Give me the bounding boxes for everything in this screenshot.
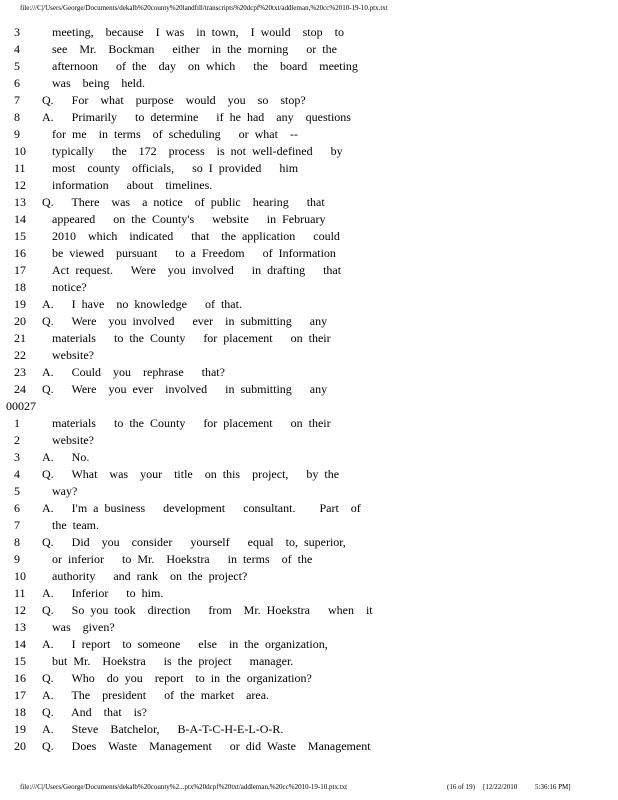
line-text: 2010 which indicated that the application could [52, 229, 340, 243]
line-number: 11 [14, 161, 26, 175]
line-number: 20 [14, 739, 26, 753]
line-text: appeared on the County's website in February [52, 212, 326, 226]
line-number: 8 [14, 535, 20, 549]
line-text: information about timelines. [52, 178, 213, 192]
transcript-line [0, 466, 618, 483]
line-number: 12 [14, 178, 26, 192]
line-number: 7 [14, 518, 20, 532]
line-text: Q. And that is? [42, 705, 147, 719]
line-text: A. No. [42, 450, 90, 464]
transcript-line [0, 41, 618, 58]
line-number: 3 [14, 25, 20, 39]
line-number: 16 [14, 246, 26, 260]
transcript-line [0, 126, 618, 143]
line-number: 7 [14, 93, 20, 107]
transcript-line [0, 619, 618, 636]
line-text: website? [52, 348, 94, 362]
line-number: 5 [14, 59, 20, 73]
transcript-line [0, 194, 618, 211]
line-text: for me in terms of scheduling or what -- [52, 127, 298, 141]
transcript-line [0, 381, 618, 398]
line-number: 16 [14, 671, 26, 685]
line-number: 4 [14, 42, 20, 56]
line-number: 1 [14, 416, 20, 430]
line-number: 21 [14, 331, 26, 345]
line-text: way? [52, 484, 78, 498]
line-number: 9 [14, 127, 20, 141]
line-text: notice? [52, 280, 87, 294]
line-number: 10 [14, 569, 26, 583]
line-number: 13 [14, 620, 26, 634]
transcript-line [0, 313, 618, 330]
line-text: Q. Were you ever involved in submitting any [42, 382, 328, 396]
line-number: 14 [14, 637, 26, 651]
line-text: Q. For what purpose would you so stop? [42, 93, 306, 107]
transcript-line [0, 75, 618, 92]
transcript-line [0, 517, 618, 534]
line-text: A. Inferior to him. [42, 586, 164, 600]
line-text: A. I report to someone else in the organization, [42, 637, 328, 651]
line-number: 4 [14, 467, 20, 481]
line-number: 15 [14, 654, 26, 668]
transcript-line [0, 262, 618, 279]
line-text: afternoon of the day on which the board meeting [52, 59, 358, 73]
line-number: 10 [14, 144, 26, 158]
line-number: 20 [14, 314, 26, 328]
transcript-line [0, 602, 618, 619]
line-number: 24 [14, 382, 26, 396]
line-number: 22 [14, 348, 26, 362]
footer-time: 5:36:16 PM] [535, 783, 571, 791]
line-text: A. I have no knowledge of that. [42, 297, 242, 311]
line-text: Q. Were you involved ever in submitting any [42, 314, 328, 328]
transcript-line [0, 449, 618, 466]
footer-date: [12/22/2010 [483, 783, 518, 791]
transcript-line [0, 534, 618, 551]
line-text: authority and rank on the project? [52, 569, 248, 583]
line-text: Q. Does Waste Management or did Waste Management [42, 739, 371, 753]
line-text: Q. Did you consider yourself equal to, superior, [42, 535, 346, 549]
line-text: be viewed pursuant to a Freedom of Information [52, 246, 336, 260]
transcript-line [0, 279, 618, 296]
transcript-line [0, 500, 618, 517]
transcript-line [0, 704, 618, 721]
line-text: Q. What was your title on this project, by the [42, 467, 340, 481]
line-text: was given? [52, 620, 115, 634]
line-number: 19 [14, 297, 26, 311]
header-file-path: file:///C|/Users/George/Documents/dekalb%20county%20landfill/transcripts%20dcpf%20txt/addleman,%20cc%2010-19-10.ptx.txt [20, 4, 388, 12]
transcript-line [0, 568, 618, 585]
line-number: 15 [14, 229, 26, 243]
line-text: was being held. [52, 76, 145, 90]
transcript-line [0, 177, 618, 194]
footer-page-count: (16 of 19) [447, 783, 475, 791]
line-number: 6 [14, 76, 20, 90]
line-text: or inferior to Mr. Hoekstra in terms of the [52, 552, 313, 566]
line-number: 17 [14, 263, 26, 277]
line-text: materials to the County for placement on their [52, 331, 331, 345]
line-text: meeting, because I was in town, I would stop to [52, 25, 344, 39]
line-number: 23 [14, 365, 26, 379]
line-text: A. Could you rephrase that? [42, 365, 225, 379]
transcript-line [0, 160, 618, 177]
transcript-line [0, 109, 618, 126]
line-text: website? [52, 433, 94, 447]
transcript-line [0, 228, 618, 245]
transcript-line [0, 24, 618, 41]
line-number: 12 [14, 603, 26, 617]
line-text: A. The president of the market area. [42, 688, 270, 702]
line-text: see Mr. Bockman either in the morning or the [52, 42, 337, 56]
line-number: 8 [14, 110, 20, 124]
transcript-line [0, 92, 618, 109]
line-text: Q. There was a notice of public hearing that [42, 195, 325, 209]
line-text: most county officials, so I provided him [52, 161, 299, 175]
transcript-line [0, 245, 618, 262]
transcript-line [0, 143, 618, 160]
transcript-line [0, 58, 618, 75]
line-text: typically the 172 process is not well-defined by [52, 144, 343, 158]
line-number: 3 [14, 450, 20, 464]
transcript-line [0, 687, 618, 704]
footer-file-path: file:///C|/Users/George/Documents/dekalb%20county%2...ptx%20dcpf%20txt/addleman,%20cc%2010-19-10.ptx.txt [20, 783, 348, 791]
line-number: 18 [14, 280, 26, 294]
line-number: 9 [14, 552, 20, 566]
line-text: A. I'm a business development consultant. Part of [42, 501, 361, 515]
line-text: materials to the County for placement on their [52, 416, 331, 430]
line-number: 18 [14, 705, 26, 719]
transcript-line [0, 551, 618, 568]
line-number: 14 [14, 212, 26, 226]
transcript-line [0, 670, 618, 687]
line-number: 11 [14, 586, 26, 600]
transcript-line [0, 432, 618, 449]
page-marker: 00027 [6, 399, 36, 413]
line-number: 6 [14, 501, 20, 515]
line-text: A. Primarily to determine if he had any questions [42, 110, 351, 124]
transcript-line [0, 347, 618, 364]
transcript-line [0, 296, 618, 313]
transcript-line [0, 330, 618, 347]
transcript-line [0, 653, 618, 670]
line-text: the team. [52, 518, 99, 532]
transcript-line [0, 738, 618, 755]
line-text: Q. So you took direction from Mr. Hoekstra when it [42, 603, 373, 617]
line-number: 19 [14, 722, 26, 736]
line-number: 17 [14, 688, 26, 702]
line-text: Act request. Were you involved in drafting that [52, 263, 342, 277]
line-number: 13 [14, 195, 26, 209]
line-text: Q. Who do you report to in the organization? [42, 671, 312, 685]
line-number: 5 [14, 484, 20, 498]
transcript-line [0, 585, 618, 602]
line-number: 2 [14, 433, 20, 447]
transcript-line [0, 636, 618, 653]
line-text: but Mr. Hoekstra is the project manager. [52, 654, 294, 668]
transcript-line [0, 415, 618, 432]
transcript-line [0, 364, 618, 381]
transcript-line [0, 483, 618, 500]
transcript-line [0, 721, 618, 738]
line-text: A. Steve Batchelor, B-A-T-C-H-E-L-O-R. [42, 722, 284, 736]
transcript-line [0, 211, 618, 228]
